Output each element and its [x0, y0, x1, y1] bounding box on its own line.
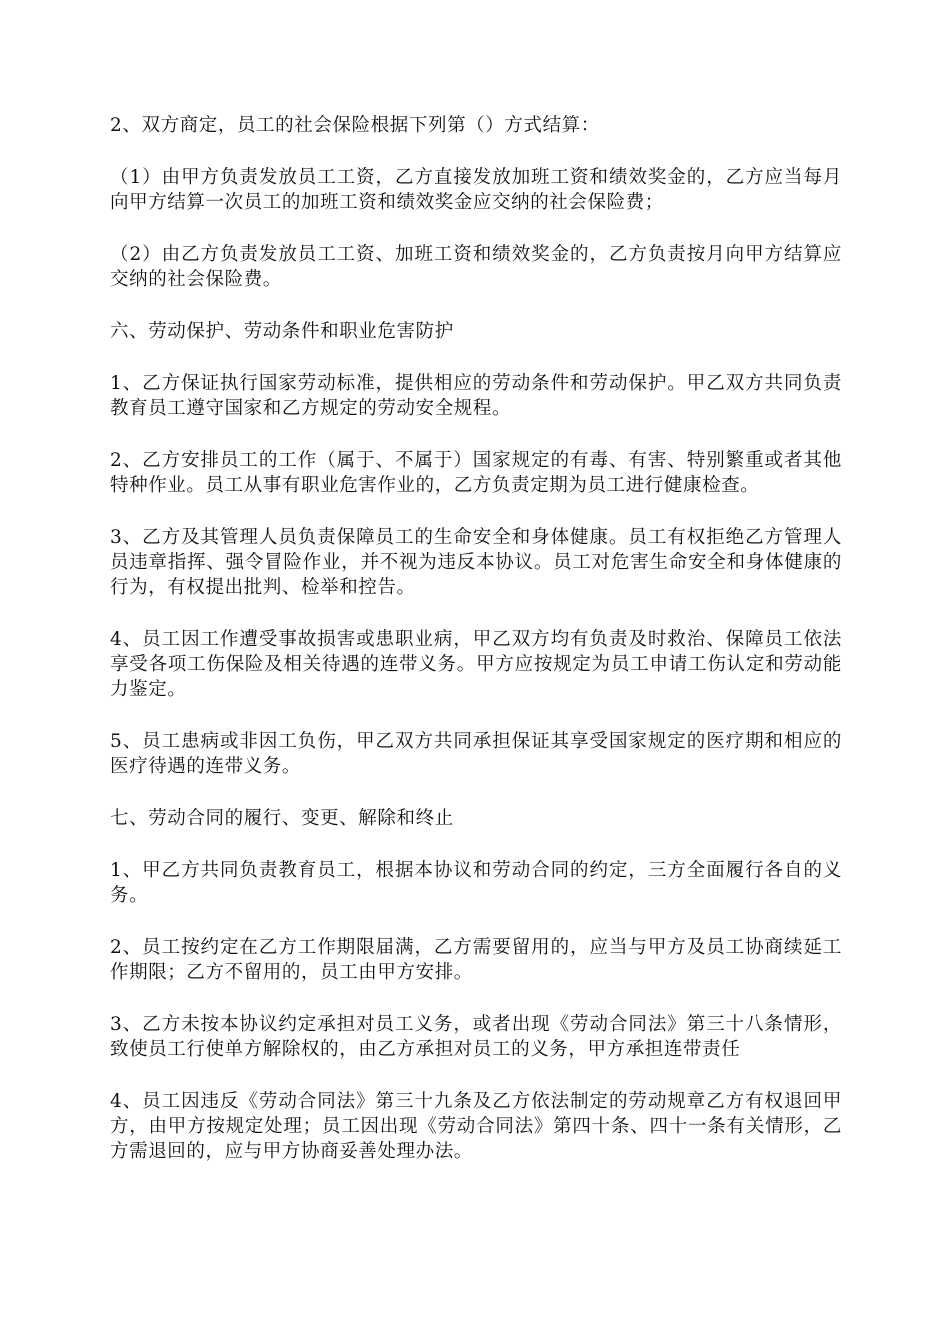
paragraph-option-2: （2）由乙方负责发放员工工资、加班工资和绩效奖金的，乙方负责按月向甲方结算应交纳的社会保险费。 — [110, 244, 842, 290]
document-body — [110, 113, 842, 1191]
paragraph-contract-3: 3、乙方未按本协议约定承担对员工义务，或者出现《劳动合同法》第三十八条情形，致使员工行使单方解除权的，由乙方承担对员工的义务，甲方承担连带责任 — [110, 1014, 842, 1060]
paragraph-contract-2: 2、员工按约定在乙方工作期限届满，乙方需要留用的，应当与甲方及员工协商续延工作期限；乙方不留用的，员工由甲方安排。 — [110, 937, 842, 983]
paragraph-contract-4: 4、员工因违反《劳动合同法》第三十九条及乙方依法制定的劳动规章乙方有权退回甲方，由甲方按规定处理；员工因出现《劳动合同法》第四十条、四十一条有关情形，乙方需退回的，应与甲方协商妥善处理办法。 — [110, 1091, 842, 1162]
paragraph-labor-protection-2: 2、乙方安排员工的工作（属于、不属于）国家规定的有毒、有害、特别繁重或者其他特种作业。员工从事有职业危害作业的，乙方负责定期为员工进行健康检查。 — [110, 450, 842, 496]
paragraph-option-1: （1）由甲方负责发放员工工资，乙方直接发放加班工资和绩效奖金的，乙方应当每月向甲方结算一次员工的加班工资和绩效奖金应交纳的社会保险费； — [110, 167, 842, 213]
section-heading-contract-performance: 七、劳动合同的履行、变更、解除和终止 — [110, 808, 454, 829]
paragraph-social-insurance-settlement: 2、双方商定，员工的社会保险根据下列第（）方式结算： — [110, 115, 600, 136]
paragraph-contract-1: 1、甲乙方共同负责教育员工，根据本协议和劳动合同的约定，三方全面履行各自的义务。 — [110, 860, 842, 906]
paragraph-labor-protection-3: 3、乙方及其管理人员负责保障员工的生命安全和身体健康。员工有权拒绝乙方管理人员违章指挥、强令冒险作业，并不视为违反本协议。员工对危害生命安全和身体健康的行为，有权提出批判、检举和控告。 — [110, 527, 842, 598]
paragraph-labor-protection-1: 1、乙方保证执行国家劳动标准，提供相应的劳动条件和劳动保护。甲乙双方共同负责教育员工遵守国家和乙方规定的劳动安全规程。 — [110, 373, 842, 419]
paragraph-labor-protection-4: 4、员工因工作遭受事故损害或患职业病，甲乙双方均有负责及时救治、保障员工依法享受各项工伤保险及相关待遇的连带义务。甲方应按规定为员工申请工伤认定和劳动能力鉴定。 — [110, 629, 842, 700]
paragraph-labor-protection-5: 5、员工患病或非因工负伤，甲乙双方共同承担保证其享受国家规定的医疗期和相应的医疗待遇的连带义务。 — [110, 731, 842, 777]
section-heading-labor-protection: 六、劳动保护、劳动条件和职业危害防护 — [110, 321, 454, 342]
